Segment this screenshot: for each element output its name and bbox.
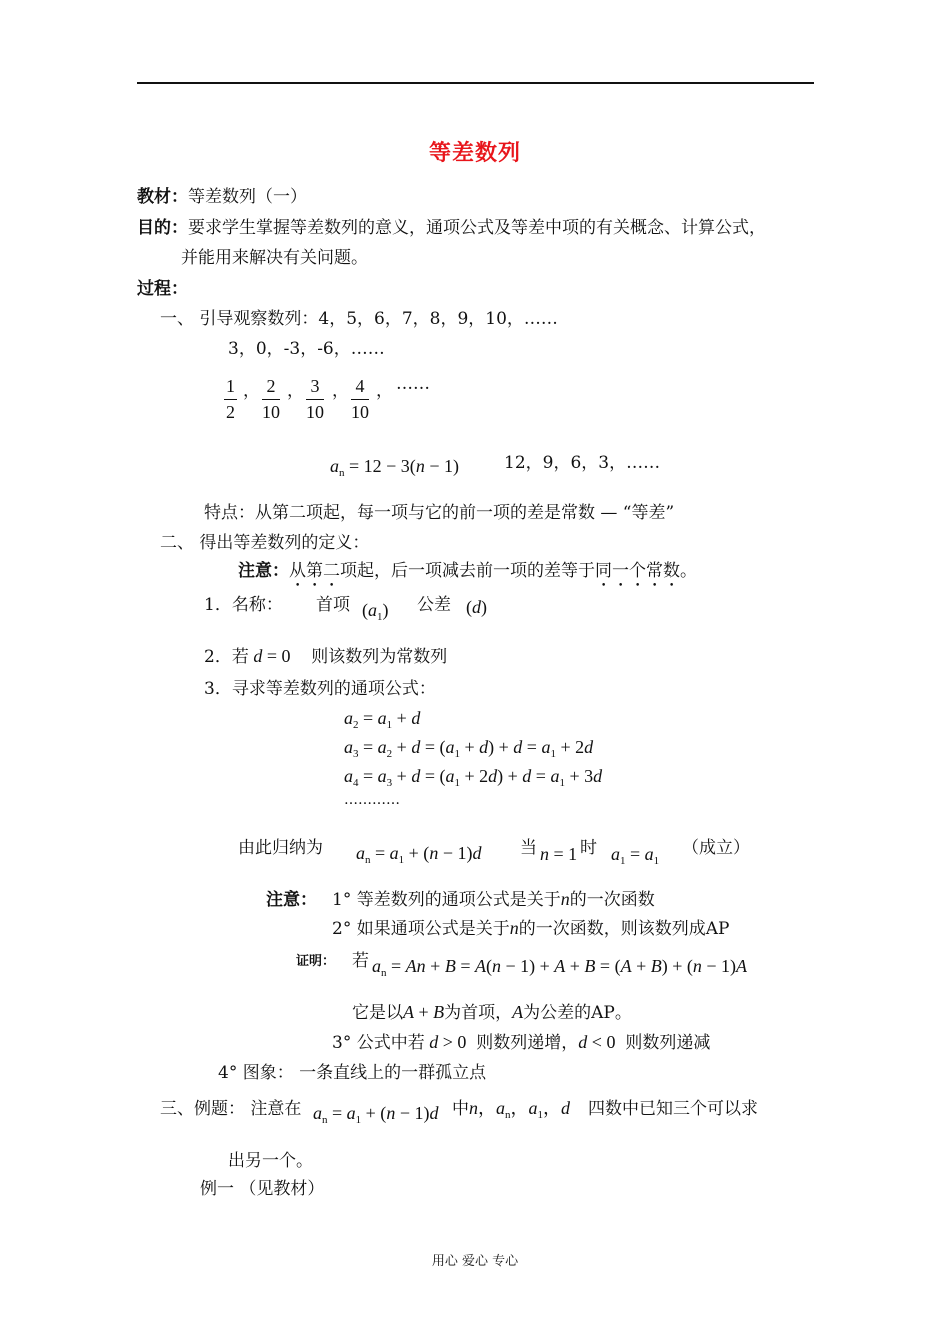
purpose-text-2: 并能用来解决有关问题。 [181, 248, 368, 268]
material-text: 等差数列（一） [188, 187, 307, 207]
fraction-2: $\frac{2}{10}$ [262, 376, 280, 422]
formula-an: $a_n = 12 - 3(n - 1)$ [330, 456, 459, 479]
purpose-text-1: 要求学生掌握等差数列的意义，通项公式及等差中项的有关概念、计算公式， [188, 218, 766, 238]
sequence-2: 3，0，-3，-6，…… [228, 339, 385, 359]
section3-heading: 三、例题： 注意在 [160, 1099, 302, 1119]
proof-formula: $a_n = An + B = A(n - 1) + A + B = (A + B) + (n - 1)A$ [372, 956, 748, 979]
general-formula: $a_n = a_1 + (n - 1)d$ [356, 843, 482, 866]
section1-heading: 一、 引导观察数列：4，5，6，7，8，9，10，…… [160, 309, 558, 329]
proof-if: 若 [352, 951, 369, 971]
header-rule [137, 82, 814, 84]
note-2: 2° 如果通项公式是关于n的一次函数，则该数列成AP [332, 918, 730, 939]
proof-conclusion: 它是以A + B为首项，A为公差的AP。 [352, 1002, 632, 1023]
fraction-4: $\frac{4}{10}$ [351, 376, 369, 422]
proof-label: 证明： [296, 954, 336, 969]
page-title: 等差数列 [428, 141, 521, 166]
section3-line2: 出另一个。 [228, 1151, 313, 1171]
note-3: 3° 公式中若 d > 0 则数列递增，d < 0 则数列递减 [332, 1032, 711, 1053]
feature-text: 特点：从第二项起，每一项与它的前一项的差是常数 — “等差” [204, 503, 675, 523]
first-term-symbol: $(a_1)$ [362, 600, 389, 623]
fraction-1: $\frac{1}{2}$ [226, 376, 235, 422]
when-label: 当 [520, 838, 537, 858]
material-label: 教材： [137, 187, 188, 207]
notes-label: 注意： [266, 890, 317, 910]
section3-tail: 四数中已知三个可以求 [588, 1099, 758, 1119]
example-1: 例一 （见教材） [200, 1179, 325, 1199]
item3: 3．寻求等差数列的通项公式： [204, 679, 436, 699]
frac-sep-4: ， [376, 381, 393, 401]
common-diff-symbol: (d) [466, 597, 487, 617]
fraction-3: $\frac{3}{10}$ [306, 376, 324, 422]
frac-tail: …… [396, 374, 430, 394]
note-4: 4° 图象： 一条直线上的一群孤立点 [218, 1063, 487, 1083]
derivation-3: $a_4 = a_3 + d = (a_1 + 2d) + d = a_1 + 3d$ [344, 766, 603, 789]
item2: 2．若 d = 0 则该数列为常数列 [204, 646, 448, 667]
frac-sep-1: ， [243, 381, 260, 401]
derivation-ellipsis: ………… [344, 792, 400, 808]
induce-label: 由此归纳为 [238, 838, 323, 858]
when-condition: n = 1 [540, 844, 578, 864]
process-label: 过程： [137, 279, 188, 299]
section3-mid: 中n，$a_n$，$a_1$，d [452, 1098, 570, 1121]
frac-sep-3: ， [332, 381, 349, 401]
when-time-label: 时 [580, 838, 597, 858]
when-result: $a_1 = a_1$ [611, 844, 660, 867]
section2-heading: 二、 得出等差数列的定义： [160, 533, 370, 553]
holds-label: （成立） [682, 838, 750, 858]
page-footer: 用心 爱心 专心 [431, 1254, 519, 1269]
purpose-label: 目的： [137, 218, 188, 238]
section3-formula: $a_n = a_1 + (n - 1)d$ [313, 1103, 439, 1126]
frac-sep-2: ， [287, 381, 304, 401]
note-1: 1° 等差数列的通项公式是关于n的一次函数 [332, 889, 655, 910]
sequence-4: 12，9，6，3，…… [504, 453, 661, 473]
common-diff-label: 公差 [417, 595, 451, 615]
material-line [137, 182, 307, 207]
purpose-line [137, 213, 766, 238]
derivation-1: $a_2 = a_1 + d$ [344, 708, 421, 731]
derivation-2: $a_3 = a_2 + d = (a_1 + d) + d = a_1 + 2d$ [344, 737, 594, 760]
item1-label: 1．名称： [204, 595, 283, 615]
first-term-label: 首项 [316, 595, 350, 615]
definition-note: 注意：从第二项起，后一项减去前一项的差等于同一个常数。 [238, 561, 697, 581]
